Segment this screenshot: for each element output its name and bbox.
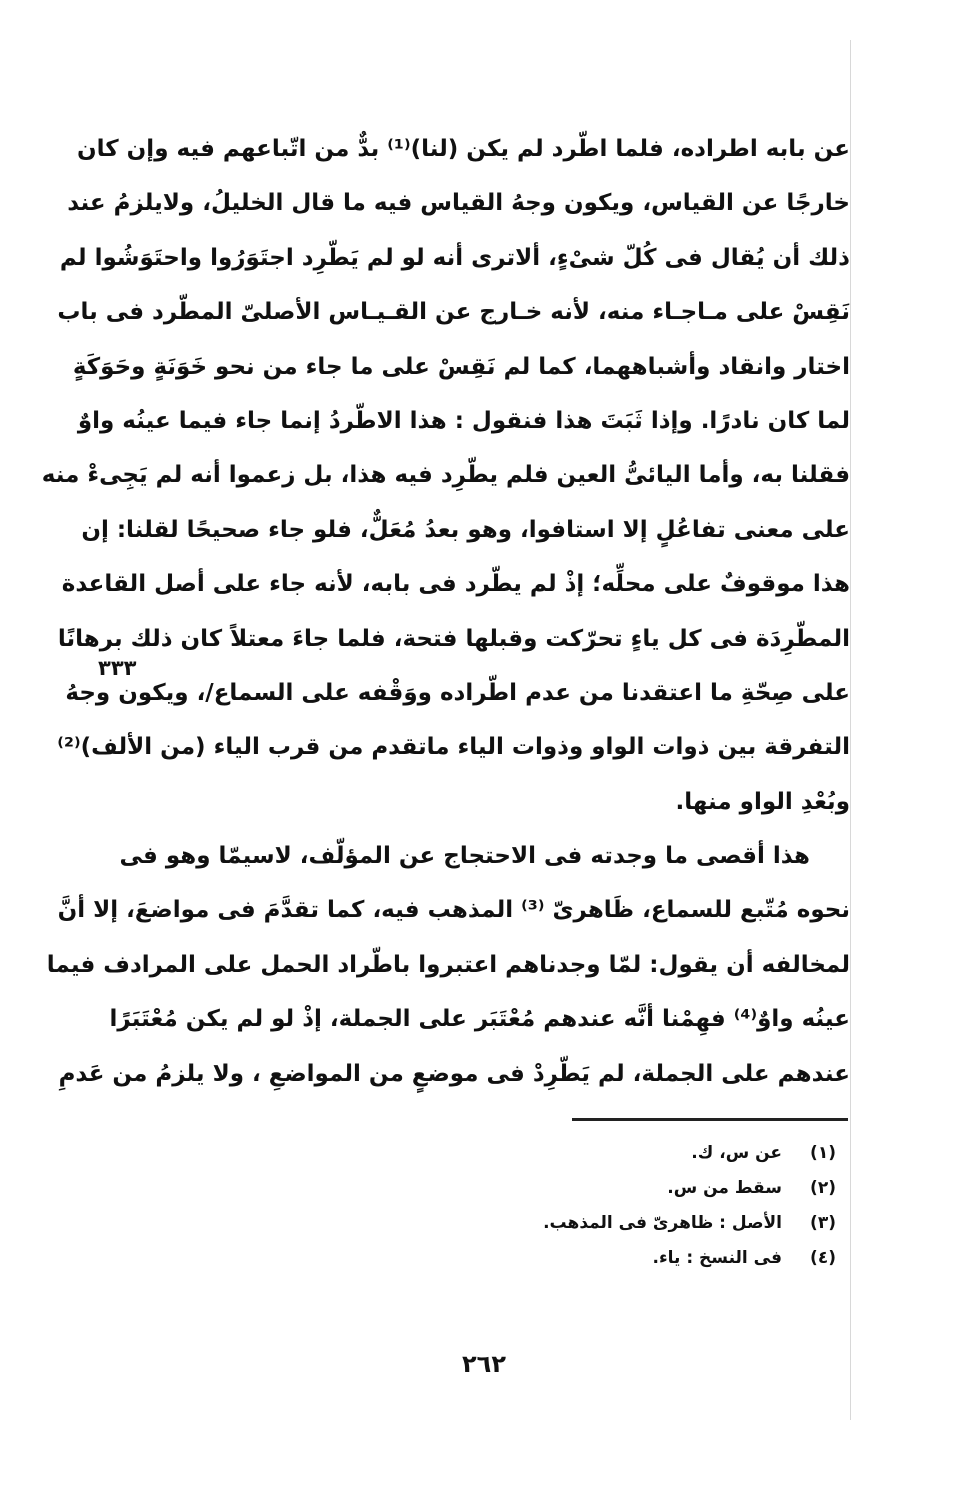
text-line: عندهم على الجملة، لم يَطّرِدْ فى موضعٍ من المواضعِ ، ولا يلزمُ من عَدمِ [58, 1060, 850, 1087]
text-line: وبُعْدِ الواو منها. [675, 788, 850, 815]
footnote-text: سقط من س. [667, 1178, 782, 1198]
text-line: التفرقة بين ذوات الواو وذوات الياء ماتقدم من قرب الياء (من الألف)⁽²⁾ [57, 734, 850, 761]
text-line: فقلنا به، وأما اليائىُّ العين فلم يطّرِد فيه هذا، بل زعموا أنه لم يَجِىءْ منه [41, 462, 850, 489]
text-line: عن بابه اطراده، فلما اطّرد لم يكن (لنا)⁽¹⁾ بدٌّ من اتّباعهم فيه وإن كان [77, 136, 850, 162]
text-line: على صِحّةِ ما اعتقدنا من عدم اطّراده ووَقْفه على السماع/، ويكون وجهُ [65, 679, 850, 706]
footnote-number: (٤) [810, 1248, 836, 1268]
text-line: لمخالفه أن يقول: لمّا وجدناهم اعتبروا باطّراد الحمل على المرادف فيما [46, 951, 850, 978]
page-number: ٢٦٢ [462, 1350, 506, 1378]
page-edge-line [850, 40, 851, 1420]
text-line: نَقِسْ على مـاجـاء منه، لأنه خـارج عن القـيـاس الأصلىّ المطّرد فى باب [57, 299, 850, 326]
text-line: ذلك أن يُقال فى كُلّ شىْءٍ، ألاترى أنه لو لم يَطّرِد اجتَوَرُوا واحتَوَشُوا لم [59, 244, 850, 271]
footnote-number: (١) [810, 1143, 836, 1163]
text-line: نحوه مُتّبع للسماع، ظَاهرىّ ⁽³⁾ المذهب فيه، كما تقدَّمَ فى مواضعَ، إلا أنَّ [57, 897, 850, 924]
text-line: على معنى تفاعُلٍ إلا استافوا، وهو بعدُ مُعَلٌّ، فلو جاء صحيحًا لقلنا: إن [81, 516, 850, 543]
footnote-item [450, 1206, 836, 1241]
text-line: هذا موقوفٌ على محلِّه؛ إذْ لم يطّرد فى بابه، لأنه جاء على أصل القاعدة [61, 571, 850, 598]
margin-page-reference: ٣٣٣ [98, 656, 137, 680]
footnote-text: فى النسخ : ياء. [652, 1248, 782, 1268]
footnote-number: (٢) [810, 1178, 836, 1198]
footnote-number: (٣) [810, 1213, 836, 1233]
text-line: لما كان نادرًا. وإذا ثَبَتَ هذا فنقول : هذا الاطّردُ إنما جاء فيما عينُه واوٌ [77, 407, 850, 434]
text-line: اختار وانقاد وأشباههما، كما لم نَقِسْ على ما جاء من نحو خَوَنَةٍ وحَوَكَةٍ [72, 353, 850, 380]
footnote-text: الأصل : ظاهرىّ فى المذهب. [543, 1213, 782, 1233]
footnote-divider [572, 1118, 848, 1121]
footnote-item [450, 1241, 836, 1276]
footnotes [450, 1136, 836, 1276]
text-line: خارجًا عن القياس، ويكون وجهُ القياس فيه ما قال الخليلُ، ولايلزمُ عند [67, 190, 850, 217]
text-line: هذا أقصى ما وجدته فى الاحتجاج عن المؤلّف، لاسيمّا وهو فى [119, 843, 810, 870]
text-line: عينُه واوٌ⁽⁴⁾ فهِمْنا أنَّه عندهم مُعْتَبَر على الجملة، إذْ لو لم يكن مُعْتَبَرًا [109, 1006, 850, 1033]
text-line: المطّرِدَة فى كل ياءٍ تحرّكت وقبلها فتحة، فلما جاءَ معتلاً كان ذلك برهانًا [57, 625, 850, 652]
footnote-item [450, 1136, 836, 1171]
footnote-item [450, 1171, 836, 1206]
footnote-text: عن س، ك. [691, 1143, 782, 1163]
